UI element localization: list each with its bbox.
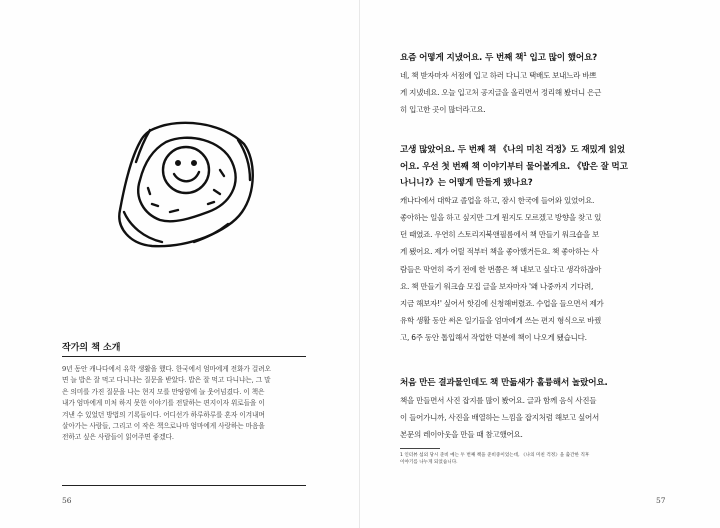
question-line: 처음 만든 결과물인데도 책 만듦새가 훌륭해서 놀랐어요. [400,378,608,388]
caption-line: 면 늘 밥은 잘 먹고 다니냐는 질문을 받았다. 밥은 잘 먹고 다니냐는, 그 말 [62,376,271,385]
interview-question [400,50,670,67]
footnote-divider [400,448,440,449]
interview-answer [400,67,670,119]
page-number-left: 56 [62,496,72,505]
caption-divider-bottom [62,485,306,486]
answer-line: 고, 6주 동안 톱입해서 작업한 덕분에 책이 나오게 됐습니다. [400,333,587,343]
interview-answer [400,392,670,444]
question-line: 나니니?》는 어떻게 만들게 됐나요? [400,178,533,189]
answer-line: 네, 책 받자마자 서점에 입고 하러 다니고 택배도 보내느라 바쁘 [400,70,597,80]
answer-line: 좋아하는 일을 하고 싶지만 그게 뭔지도 모르겠고 방향을 찾고 있 [400,212,602,222]
question-line: 어요. 우선 첫 번째 책 이야기부터 물어볼게요. 《밥은 잘 먹고 [400,161,628,172]
footnote-marker: 1 [523,52,527,59]
caption-text [62,364,306,444]
interview-block-3 [400,375,670,443]
right-page [360,0,720,528]
answer-line: 지금 해보자!' 싶어서 핫김에 신청해버렸죠. 수업을 들으면서 제가 [400,299,604,308]
caption-title: 작가의 책 소개 [62,343,121,353]
caption-line: 살아가는 사람들, 그리고 이 작은 책으로나마 엄마에게 사랑하는 마음을 [62,422,265,431]
caption-line: 은 의미를 가진 질문을 나는 현지 모를 만땅함에 늘 웃어넘겼다. 이 책은 [62,387,265,396]
answer-line: 캐나다에서 대학교 졸업을 하고, 잠시 한국에 들어와 있었어요. [400,195,595,205]
question-text: 입고 많이 했어요? [526,53,598,63]
footnote-line: 이야기를 나누게 되었습니다. [400,460,458,466]
interview-block-2 [400,142,670,347]
caption-line: 9년 동안 캐나다에서 유학 생활을 했다. 한국에서 엄마에게 전화가 걸려오 [62,365,271,373]
answer-line: 게 지냈네요. 오늘 입고처 공지글을 올리면서 정리해 봤더니 은근 [400,87,602,97]
answer-line: 던 때였죠. 우연히 스토리지북앤필름에서 책 만들기 워크숍을 보 [400,230,599,240]
interview-question [400,375,670,392]
question-text: 요즘 어떻게 지냈어요. 두 번째 책 [400,53,524,63]
answer-line: 본문의 레이아웃을 만들 때 참고했어요. [400,430,523,439]
footnote [400,452,670,467]
page-number-right: 57 [656,496,666,505]
answer-line: 게 됐어요. 제가 어릴 적부터 책을 좋아했거든요. 책 좋아하는 사 [400,247,599,257]
egg-toast-smiley-icon [110,100,260,250]
answer-line: 이 들어가니까, 사진을 배열하는 느낌을 잡지처럼 해보고 싶어서 [400,412,599,422]
caption-divider-top [62,356,306,357]
interview-answer [400,192,670,347]
answer-line: 유학 생활 동안 써온 일기들을 엄마에게 쓰는 편지 형식으로 바꿨 [400,316,602,326]
caption-line: 전하고 싶은 사람들이 읽어주면 좋겠다. [62,433,174,442]
question-line: 고생 많았어요. 두 번째 책 《나의 미친 걱정》도 재밌게 읽었 [400,145,625,155]
caption-line: 내가 엄마에게 미처 하지 못한 이야기를 전달하는 편지이자 위로들을 이 [62,399,265,408]
footnote-line: 1 인터뷰 섭외 당시 준비 예는 두 번째 책을 준비중이었는데, 《나의 미친 걱정》을 출간한 직후 [400,453,590,458]
interview-block-1 [400,50,670,118]
answer-line: 요. 책 만들기 워크숍 모집 글을 보자마자 '왜 나중까지 기다려, [400,281,594,291]
answer-line: 책을 만들면서 사진 잡지를 많이 봤어요. 글과 함께 음식 사진들 [400,395,597,405]
interview-question [400,142,670,192]
caption-line: 겨낸 수 있었던 방법의 기록들이다. 어디선가 하루하루를 혼자 이겨내며 [62,410,265,419]
answer-line: 히 입고한 곳이 많더라고요. [400,105,486,114]
answer-line: 람들은 막연히 죽기 전에 한 번쯤은 책 내보고 싶다고 생각하잖아 [400,264,602,274]
